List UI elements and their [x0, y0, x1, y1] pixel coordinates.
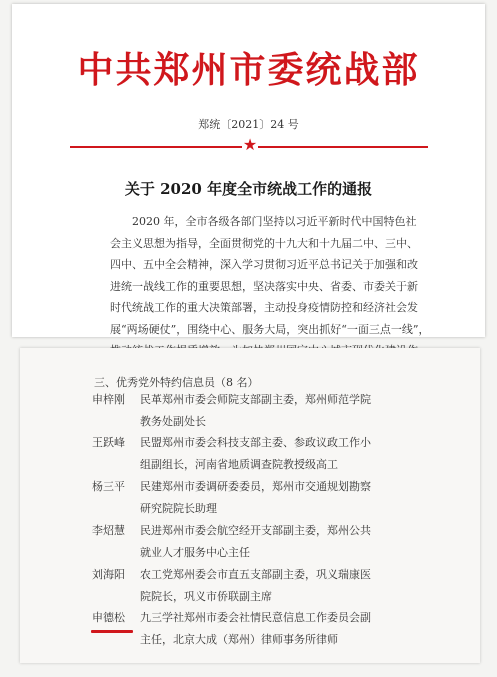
member-entry — [92, 607, 432, 651]
red-divider-left — [70, 146, 242, 148]
document-title: 关于 2020 年度全市统战工作的通报 — [124, 180, 373, 198]
member-entry — [92, 389, 432, 433]
member-description — [140, 389, 432, 433]
body-line: 四中、五中全会精神，深入学习贯彻习近平总书记关于加强和改 — [110, 258, 418, 271]
member-desc-line: 民建郑州市委调研委委员，郑州市交通规划勘察 — [140, 480, 371, 493]
star-icon: ★ — [242, 135, 258, 154]
member-desc-line: 教务处副处长 — [140, 415, 206, 428]
red-divider-right — [258, 146, 428, 148]
member-name: 杨三平 — [92, 480, 125, 493]
body-text — [110, 211, 430, 362]
body-line: 展“两场硬仗”，围绕中心、服务大局，突出抓好“一面三点一线”， — [110, 322, 430, 336]
body-line: 会主义思想为指导，全面贯彻党的十九大和十九届二中、三中、 — [110, 236, 418, 250]
member-description — [140, 607, 432, 651]
member-name: 刘海阳 — [92, 568, 125, 581]
member-desc-line: 院院长，巩义市侨联副主席 — [140, 590, 272, 603]
document-number: 郑统〔2021〕24 号 — [198, 118, 299, 131]
member-name: 申梓刚 — [92, 393, 125, 406]
org-title: 中共郑州市委统战部 — [77, 49, 420, 91]
member-name: 王跃峰 — [92, 436, 125, 449]
section-heading: 三、优秀党外特约信息员（8 名） — [94, 376, 259, 389]
member-entry — [92, 476, 432, 520]
member-entry — [92, 564, 432, 608]
member-desc-line: 就业人才服务中心主任 — [140, 546, 250, 559]
member-desc-line: 主任，北京大成（郑州）律师事务所律师 — [140, 633, 338, 646]
body-line: 时代统战工作的重大决策部署，主动投身疫情防控和经济社会发 — [110, 301, 418, 314]
member-name: 申德松 — [92, 611, 125, 624]
member-entry — [92, 520, 432, 564]
member-name: 李炤慧 — [92, 524, 125, 537]
member-description — [140, 432, 432, 476]
body-line: 2020 年，全市各级各部门坚持以习近平新时代中国特色社 — [132, 215, 417, 228]
member-desc-line: 民盟郑州市委会科技支部主委、参政议政工作小 — [140, 436, 371, 449]
document-page-top — [12, 4, 485, 337]
member-desc-line: 组副组长，河南省地质调查院教授级高工 — [140, 458, 338, 471]
body-line: 进统一战线工作的重要思想，坚决落实中央、省委、市委关于新 — [110, 279, 418, 293]
member-description — [140, 564, 432, 608]
member-entry — [92, 432, 432, 476]
red-underline-highlight — [91, 630, 133, 633]
member-desc-line: 农工党郑州委会市直五支部副主委，巩义瑞康医 — [140, 568, 371, 581]
member-desc-line: 民革郑州市委会师院支部副主委，郑州师范学院 — [140, 393, 371, 406]
member-desc-line: 研究院院长助理 — [140, 502, 217, 515]
member-description — [140, 476, 432, 520]
document-page-bottom — [20, 348, 480, 663]
member-description — [140, 520, 432, 564]
member-desc-line: 民进郑州市委会航空经开支部副主委，郑州公共 — [140, 524, 371, 537]
member-desc-line: 九三学社郑州市委会社情民意信息工作委员会副 — [140, 611, 371, 624]
